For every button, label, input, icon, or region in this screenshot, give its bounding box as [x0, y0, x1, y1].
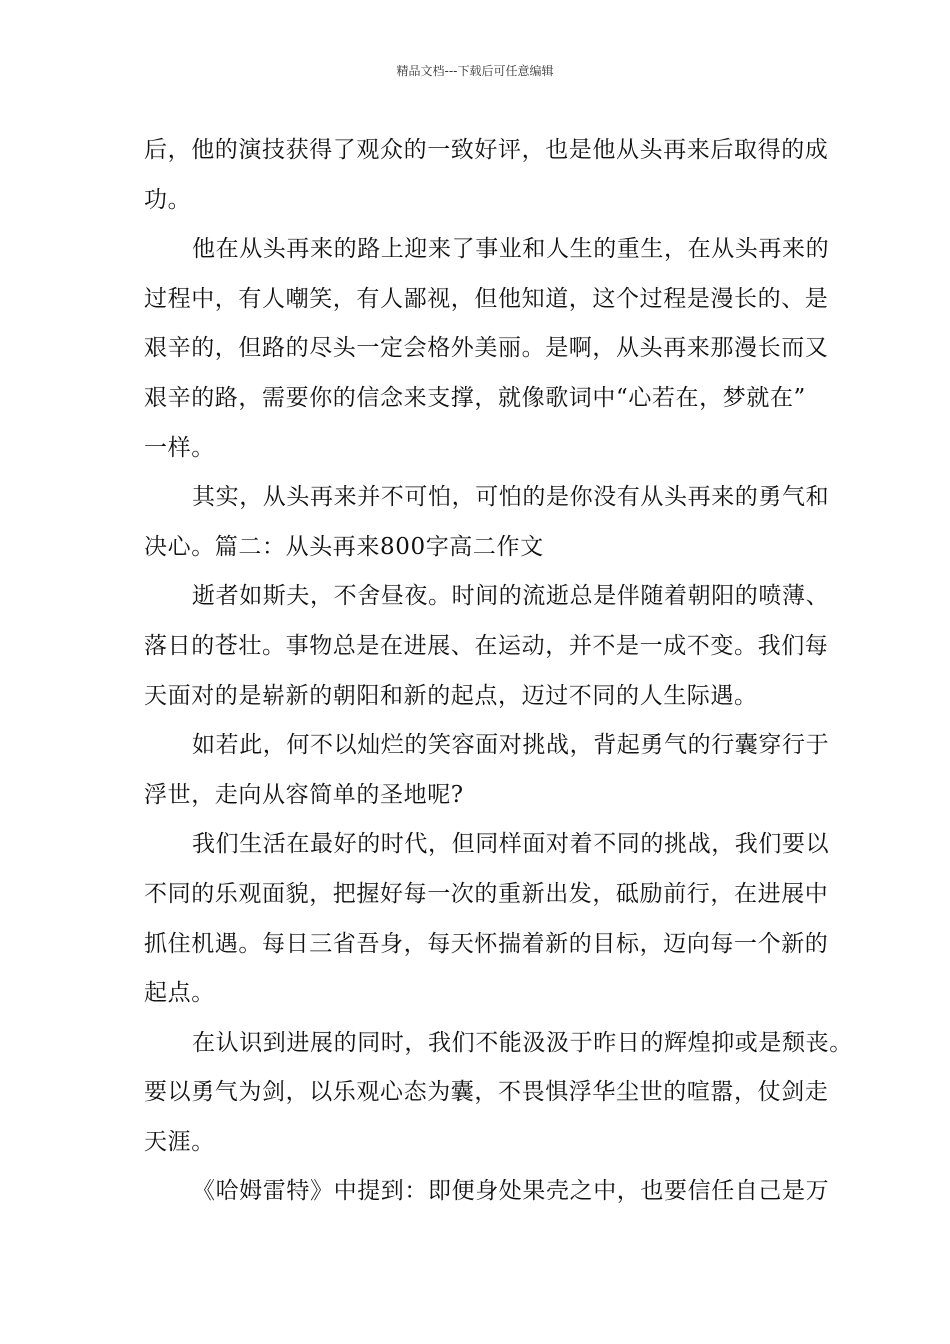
text-line: 浮世，走向从容简单的圣地呢?	[144, 781, 464, 808]
page-header: 精品文档---下载后可任意编辑	[396, 64, 554, 78]
paragraph-start-line: 如若此，何不以灿烂的笑容面对挑战，背起勇气的行囊穿行于	[192, 732, 830, 759]
text-line: 艰辛的，但路的尽头一定会格外美丽。是啊，从头再来那漫长而又	[144, 335, 829, 362]
text-line: 功。	[144, 186, 192, 213]
document-body	[144, 126, 853, 1217]
paragraph-start-line: 在认识到进展的同时，我们不能汲汲于昨日的辉煌抑或是颓丧。	[192, 1029, 853, 1056]
text-line: 落日的苍壮。事物总是在进展、在运动，并不是一成不变。我们每	[144, 632, 829, 659]
text-line: 一样。	[144, 434, 215, 461]
text-line: 不同的乐观面貌，把握好每一次的重新出发，砥励前行，在进展中	[144, 880, 829, 907]
paragraph-start-line: 《哈姆雷特》中提到：即便身处果壳之中，也要信任自己是万	[192, 1178, 830, 1205]
text-line: 天面对的是崭新的朝阳和新的起点，迈过不同的人生际遇。	[144, 682, 758, 709]
text-line: 要以勇气为剑，以乐观心态为囊，不畏惧浮华尘世的喧嚣，仗剑走	[144, 1079, 829, 1106]
text-line: 抓住机遇。每日三省吾身，每天怀揣着新的目标，迈向每一个新的	[144, 930, 829, 957]
text-line: 过程中，有人嘲笑，有人鄙视，但他知道，这个过程是漫长的、是	[144, 285, 829, 312]
paragraph-start-line: 我们生活在最好的时代，但同样面对着不同的挑战，我们要以	[192, 831, 830, 858]
paragraph-start-line: 其实，从头再来并不可怕，可怕的是你没有从头再来的勇气和	[192, 484, 830, 511]
text-line: 后，他的演技获得了观众的一致好评，也是他从头再来后取得的成	[144, 137, 829, 163]
text-line: 天涯。	[144, 1128, 215, 1155]
text-line: 起点。	[144, 980, 215, 1007]
text-line: 决心。篇二：从头再来800字高二作文	[144, 533, 544, 560]
paragraph-start-line: 逝者如斯夫，不舍昼夜。时间的流逝总是伴随着朝阳的喷薄、	[192, 583, 830, 610]
paragraph-start-line: 他在从头再来的路上迎来了事业和人生的重生，在从头再来的	[192, 236, 830, 263]
text-line: 艰辛的路，需要你的信念来支撑，就像歌词中“心若在，梦就在”	[144, 384, 806, 411]
